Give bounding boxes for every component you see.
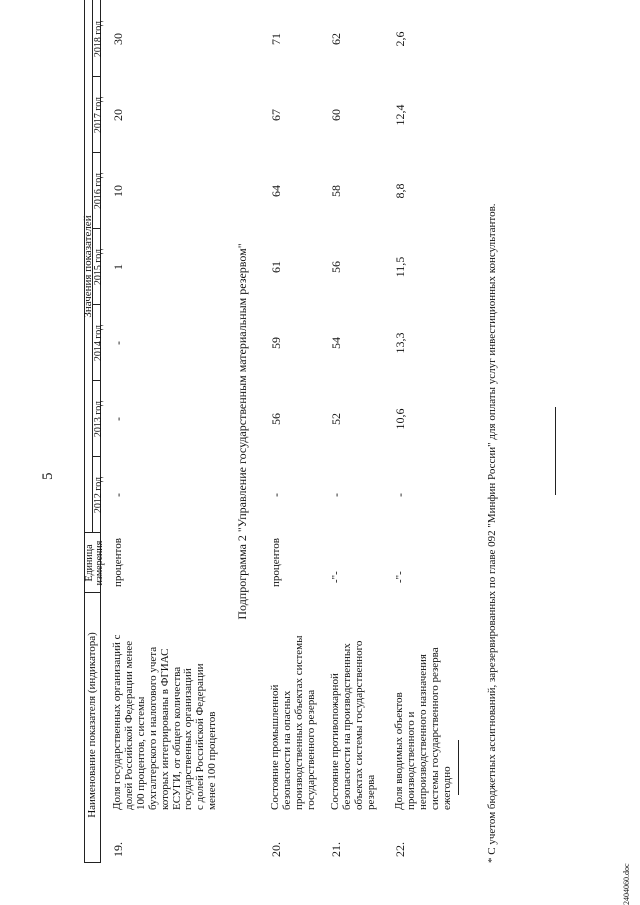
row-20-value-2013: 56 <box>269 413 283 425</box>
header-year-2014: 2014 год <box>93 324 104 362</box>
row-21-value-2015: 56 <box>329 261 343 273</box>
header-year-2012: 2012 год <box>93 476 104 514</box>
row-20-name-line: производственных объектах системы <box>292 635 305 810</box>
header-col-name: Наименование показателя (индикатора) <box>86 632 98 818</box>
header-year-2015: 2015 год <box>93 248 104 286</box>
row-20-unit: процентов <box>270 538 282 587</box>
row-19-name-line: государственных организаций <box>182 668 195 810</box>
row-21-unit: -"- <box>330 571 342 583</box>
page-number: 5 <box>40 472 56 480</box>
header-year-2018: 2018 год <box>93 20 104 58</box>
row-22-value-2014: 13,3 <box>393 332 407 354</box>
row-19-name-line: с долей Российской Федерации <box>194 663 207 810</box>
row-20-value-2015: 61 <box>269 261 283 273</box>
row-19-value-2018: 30 <box>111 33 125 45</box>
row-22-name-line: производственного и <box>404 711 417 810</box>
row-22-value-2015: 11,5 <box>393 256 407 278</box>
row-20-number: 20. <box>269 842 283 857</box>
header-year-2017: 2017 год <box>93 96 104 134</box>
footnote-separator <box>458 740 459 795</box>
end-of-table-rule <box>555 407 556 495</box>
row-20-name-line: Состояние промышленной <box>269 684 281 810</box>
row-21-name-line: объектах системы государственного <box>352 640 365 810</box>
footnote: * С учетом бюджетных ассигнований, зарезервированных по главе 092 "Минфин России" для оплаты услуг инвестиционных консультантов. <box>486 203 498 863</box>
row-19-value-2012: - <box>111 493 125 497</box>
header-col-unit <box>85 533 105 593</box>
header-unit-line1: Единица <box>84 544 95 582</box>
row-19-value-2017: 20 <box>111 109 125 121</box>
header-year-2016: 2016 год <box>93 172 104 210</box>
row-19-name-line: ЕСУГИ, от общего количества <box>170 666 183 810</box>
header-unit-line2: измерения <box>94 540 105 586</box>
row-19-name-line: долей Российской Федерации менее <box>122 640 135 810</box>
row-21-name-line: резерва <box>364 774 377 810</box>
row-22-name-line: Доля вводимых объектов <box>393 692 405 810</box>
row-22-name-line: системы государственного резерва <box>428 647 441 810</box>
row-22-name-line: непроизводственного назначения <box>416 654 429 810</box>
row-22-value-2017: 12,4 <box>393 104 407 126</box>
table-left-border <box>84 862 100 863</box>
row-22-unit: -"- <box>394 571 406 583</box>
row-19-unit: процентов <box>112 538 124 587</box>
row-22-value-2016: 8,8 <box>393 183 407 199</box>
row-21-name <box>330 641 378 810</box>
row-20-value-2017: 67 <box>269 109 283 121</box>
row-19-value-2014: - <box>111 341 125 345</box>
row-21-value-2013: 52 <box>329 413 343 425</box>
row-21-name-line: Состояние противопожарной <box>329 673 341 810</box>
row-19-name-line: менее 100 процентов <box>206 711 219 810</box>
row-22-value-2013: 10,6 <box>393 408 407 430</box>
row-21-value-2017: 60 <box>329 109 343 121</box>
row-22-value-2012: - <box>393 493 407 497</box>
row-20-name-line: безопасности на опасных <box>280 690 293 810</box>
row-19-value-2013: - <box>111 417 125 421</box>
row-19-name-line: которых интегрированы в ФГИАС <box>158 648 171 810</box>
row-22-name-line: ежегодно <box>440 766 453 810</box>
row-21-number: 21. <box>329 842 343 857</box>
row-19-name-line: 100 процентов, системы <box>134 696 147 810</box>
row-21-value-2012: - <box>329 493 343 497</box>
row-22-value-2018: 2,6 <box>393 31 407 47</box>
row-22-number: 22. <box>393 842 407 857</box>
row-19-value-2016: 10 <box>111 185 125 197</box>
header-values-group: Значения показателей <box>82 215 94 318</box>
row-19-name <box>112 635 219 811</box>
row-20-name <box>270 636 318 811</box>
row-22-name <box>394 647 454 810</box>
row-19-number: 19. <box>111 842 125 857</box>
subprogram-title: Подпрограмма 2 "Управление государственным материальным резервом" <box>235 243 249 620</box>
row-20-value-2018: 71 <box>269 33 283 45</box>
row-21-value-2014: 54 <box>329 337 343 349</box>
row-21-name-line: безопасности на производственных <box>340 643 353 810</box>
row-20-name-line: государственного резерва <box>304 689 317 810</box>
row-19-name-line: бухгалтерского и налогового учета <box>146 646 159 810</box>
row-19-name-line: Доля государственных организаций с <box>111 634 123 810</box>
row-20-value-2014: 59 <box>269 337 283 349</box>
document-code: 2404060.doc <box>622 863 631 905</box>
header-year-2013: 2013 год <box>93 400 104 438</box>
row-20-value-2016: 64 <box>269 185 283 197</box>
row-20-value-2012: - <box>269 493 283 497</box>
row-21-value-2016: 58 <box>329 185 343 197</box>
row-21-value-2018: 62 <box>329 33 343 45</box>
row-19-value-2015: 1 <box>111 264 125 270</box>
